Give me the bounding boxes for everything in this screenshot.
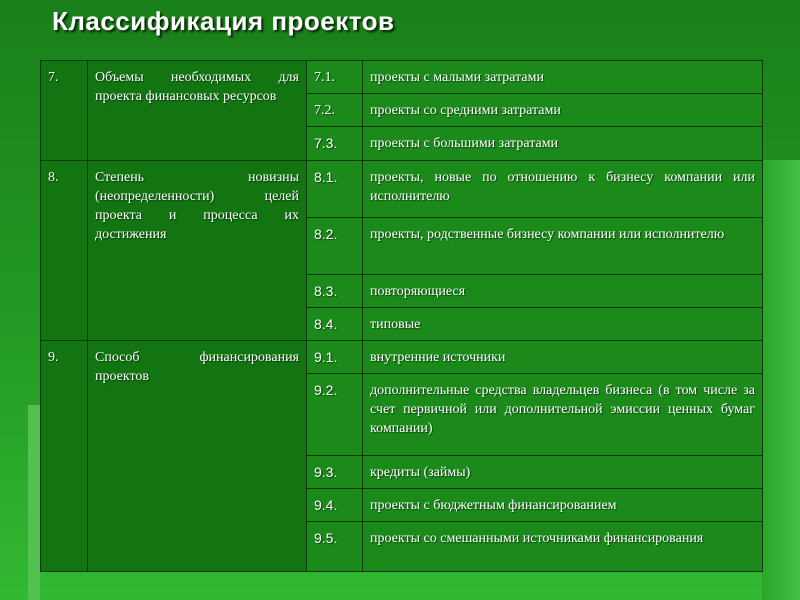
item-code: 7.2.: [307, 94, 363, 127]
table-row: [41, 161, 763, 218]
slide-title: Классификация проектов: [52, 6, 395, 36]
item-code: 8.4.: [307, 308, 363, 341]
item-code: 9.3.: [307, 456, 363, 489]
item-text: проекты, новые по отношению к бизнесу компании или исполнителю: [363, 161, 763, 218]
group-number: 7.: [41, 61, 88, 161]
item-code: 8.3.: [307, 275, 363, 308]
classification-table: [40, 60, 763, 572]
item-text: типовые: [363, 308, 763, 341]
group-number: 9.: [41, 341, 88, 572]
background-decoration-right: [762, 160, 800, 600]
item-text: повторяющиеся: [363, 275, 763, 308]
background-decoration-left: [28, 405, 40, 600]
item-code: 8.2.: [307, 218, 363, 275]
item-text: проекты с бюджетным финансированием: [363, 489, 763, 522]
item-code: 9.2.: [307, 374, 363, 456]
item-text: проекты с большими затратами: [363, 127, 763, 161]
item-code: 9.1.: [307, 341, 363, 374]
item-text: проекты с малыми затратами: [363, 61, 763, 94]
item-code: 8.1.: [307, 161, 363, 218]
group-criterion: Объемы необходимых для проекта финансовых ресурсов: [88, 61, 307, 161]
item-text: проекты со средними затратами: [363, 94, 763, 127]
item-code: 9.5.: [307, 522, 363, 572]
item-text: кредиты (займы): [363, 456, 763, 489]
item-code: 7.3.: [307, 127, 363, 161]
item-text: дополнительные средства владельцев бизнеса (в том числе за счет первичной или дополнительной эмиссии ценных бумаг компании): [363, 374, 763, 456]
item-code: 7.1.: [307, 61, 363, 94]
item-text: внутренние источники: [363, 341, 763, 374]
item-code: 9.4.: [307, 489, 363, 522]
group-criterion: Способ финансирования проектов: [88, 341, 307, 572]
item-text: проекты, родственные бизнесу компании или исполнителю: [363, 218, 763, 275]
group-number: 8.: [41, 161, 88, 341]
table-row: [41, 341, 763, 374]
group-criterion: Степень новизны (неопределенности) целей проекта и процесса их достижения: [88, 161, 307, 341]
item-text: проекты со смешанными источниками финансирования: [363, 522, 763, 572]
table-row: [41, 61, 763, 94]
